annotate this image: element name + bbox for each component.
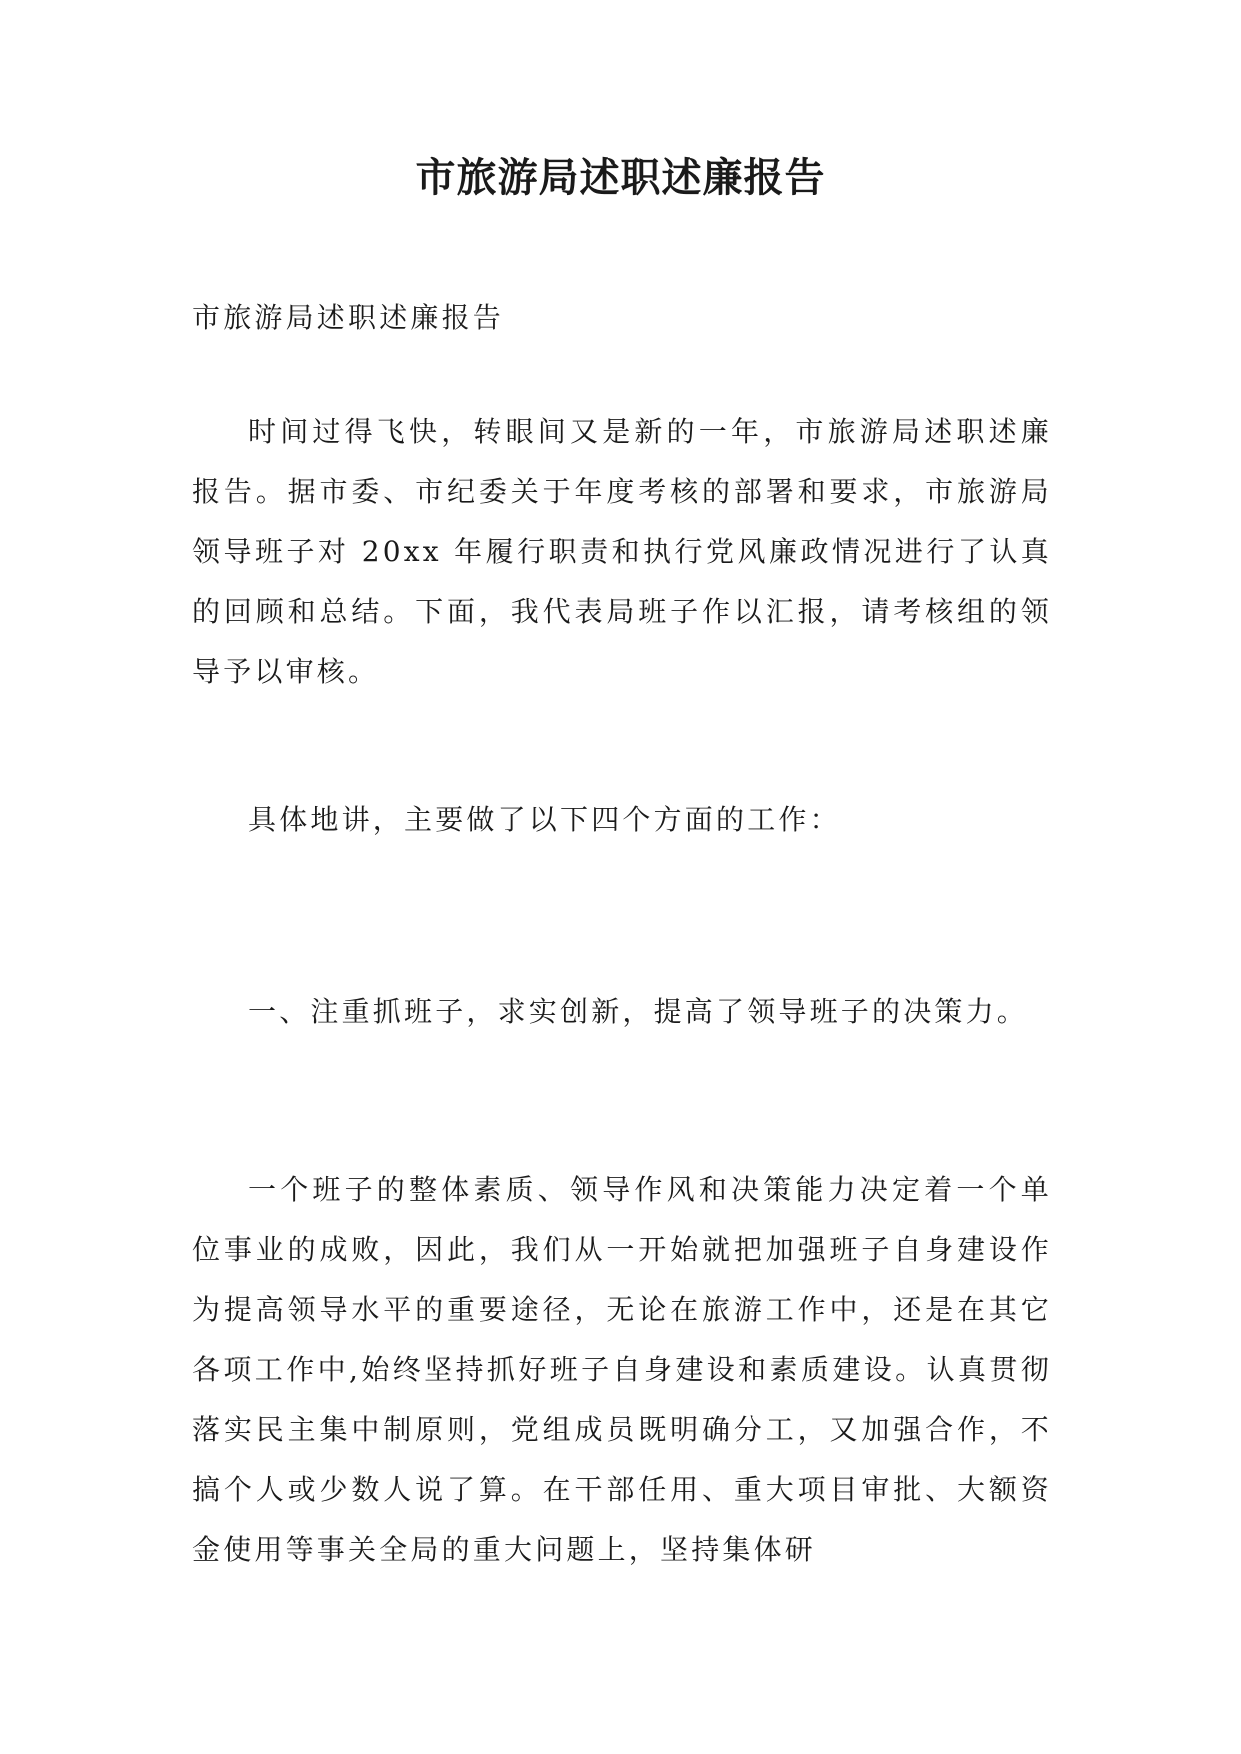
document-title: 市旅游局述职述廉报告: [415, 154, 826, 201]
section-heading-1: 一、注重抓班子，求实创新，提高了领导班子的决策力。: [248, 995, 1029, 1028]
paragraph-section-1-body: 一个班子的整体素质、领导作风和决策能力决定着一个单位事业的成败，因此，我们从一开始就把加强班子自身建设作为提高领导水平的重要途径，无论在旅游工作中，还是在其它各项工作中,始终坚持抓好班子自身建设和素质建设。认真贯彻落实民主集中制原则，党组成员既明确分工，又加强合作，不搞个人或少数人说了算。在干部任用、重大项目审批、大额资金使用等事关全局的重大问题上，坚持集体研: [192, 1173, 1052, 1566]
paragraph-overview: 具体地讲，主要做了以下四个方面的工作：: [248, 803, 841, 836]
document-subtitle: 市旅游局述职述廉报告: [192, 301, 505, 334]
paragraph-intro: 时间过得飞快，转眼间又是新的一年，市旅游局述职述廉报告。据市委、市纪委关于年度考核的部署和要求，市旅游局领导班子对 20xx 年履行职责和执行党风廉政情况进行了认真的回顾和总结。下面，我代表局班子作以汇报，请考核组的领导予以审核。: [192, 415, 1052, 688]
